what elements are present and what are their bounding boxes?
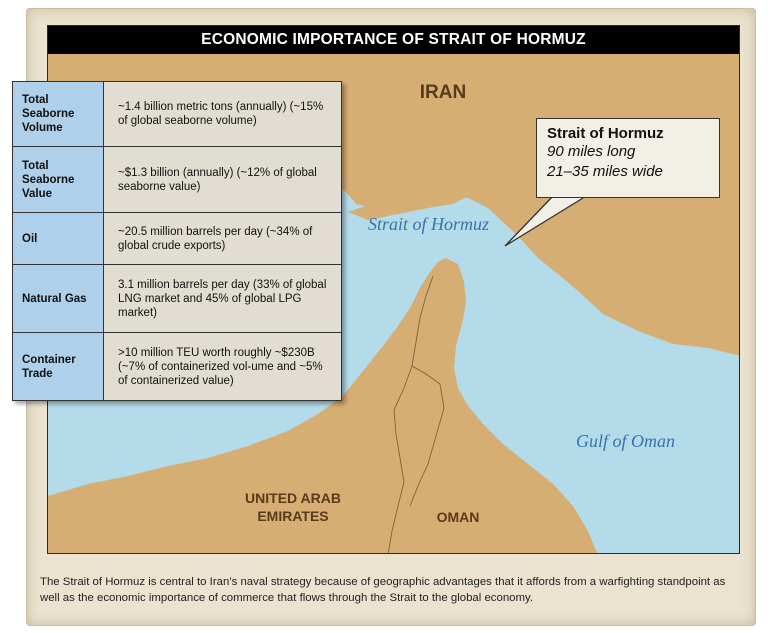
callout-width: 21–35 miles wide [547, 163, 663, 180]
table-row [13, 213, 342, 265]
table-row [13, 265, 342, 333]
oman-label: OMAN [436, 509, 480, 525]
row-value: 3.1 million barrels per day (33% of global LNG market and 45% of global LPG market) [104, 265, 342, 333]
row-header: Total Seaborne Value [13, 147, 104, 213]
strait-callout-box [536, 118, 720, 198]
row-header: Total Seaborne Volume [13, 82, 104, 147]
table-row [13, 147, 342, 213]
row-value: ~$1.3 billion (annually) (~12% of global seaborne value) [104, 147, 342, 213]
table-row [13, 333, 342, 401]
gulf-of-oman-label: Gulf of Oman [576, 431, 675, 451]
row-value: ~1.4 billion metric tons (annually) (~15% of global seaborne volume) [104, 82, 342, 147]
callout-length: 90 miles long [547, 143, 636, 160]
caption-text: The Strait of Hormuz is central to Iran’s naval strategy because of geographic advantages that it affords from a warfighting standpoint as well as the economic importance of commerce that flows through the Strait to the global economy. [40, 576, 726, 604]
strait-label: Strait of Hormuz [368, 214, 490, 234]
row-value: >10 million TEU worth roughly ~$230B (~7% of containerized vol-ume and ~5% of containerized value) [104, 333, 342, 401]
map-title: ECONOMIC IMPORTANCE OF STRAIT OF HORMUZ [48, 26, 739, 54]
uae-label-line1: UNITED ARAB [245, 490, 341, 506]
iran-label: IRAN [419, 82, 467, 103]
callout-title: Strait of Hormuz [547, 125, 664, 142]
economic-data-table [12, 81, 342, 401]
uae-label [228, 489, 358, 525]
row-header: Container Trade [13, 333, 104, 401]
uae-label-line2: EMIRATES [257, 508, 329, 524]
row-header: Natural Gas [13, 265, 104, 333]
row-header: Oil [13, 213, 104, 265]
row-value: ~20.5 million barrels per day (~34% of global crude exports) [104, 213, 342, 265]
table-row [13, 82, 342, 147]
